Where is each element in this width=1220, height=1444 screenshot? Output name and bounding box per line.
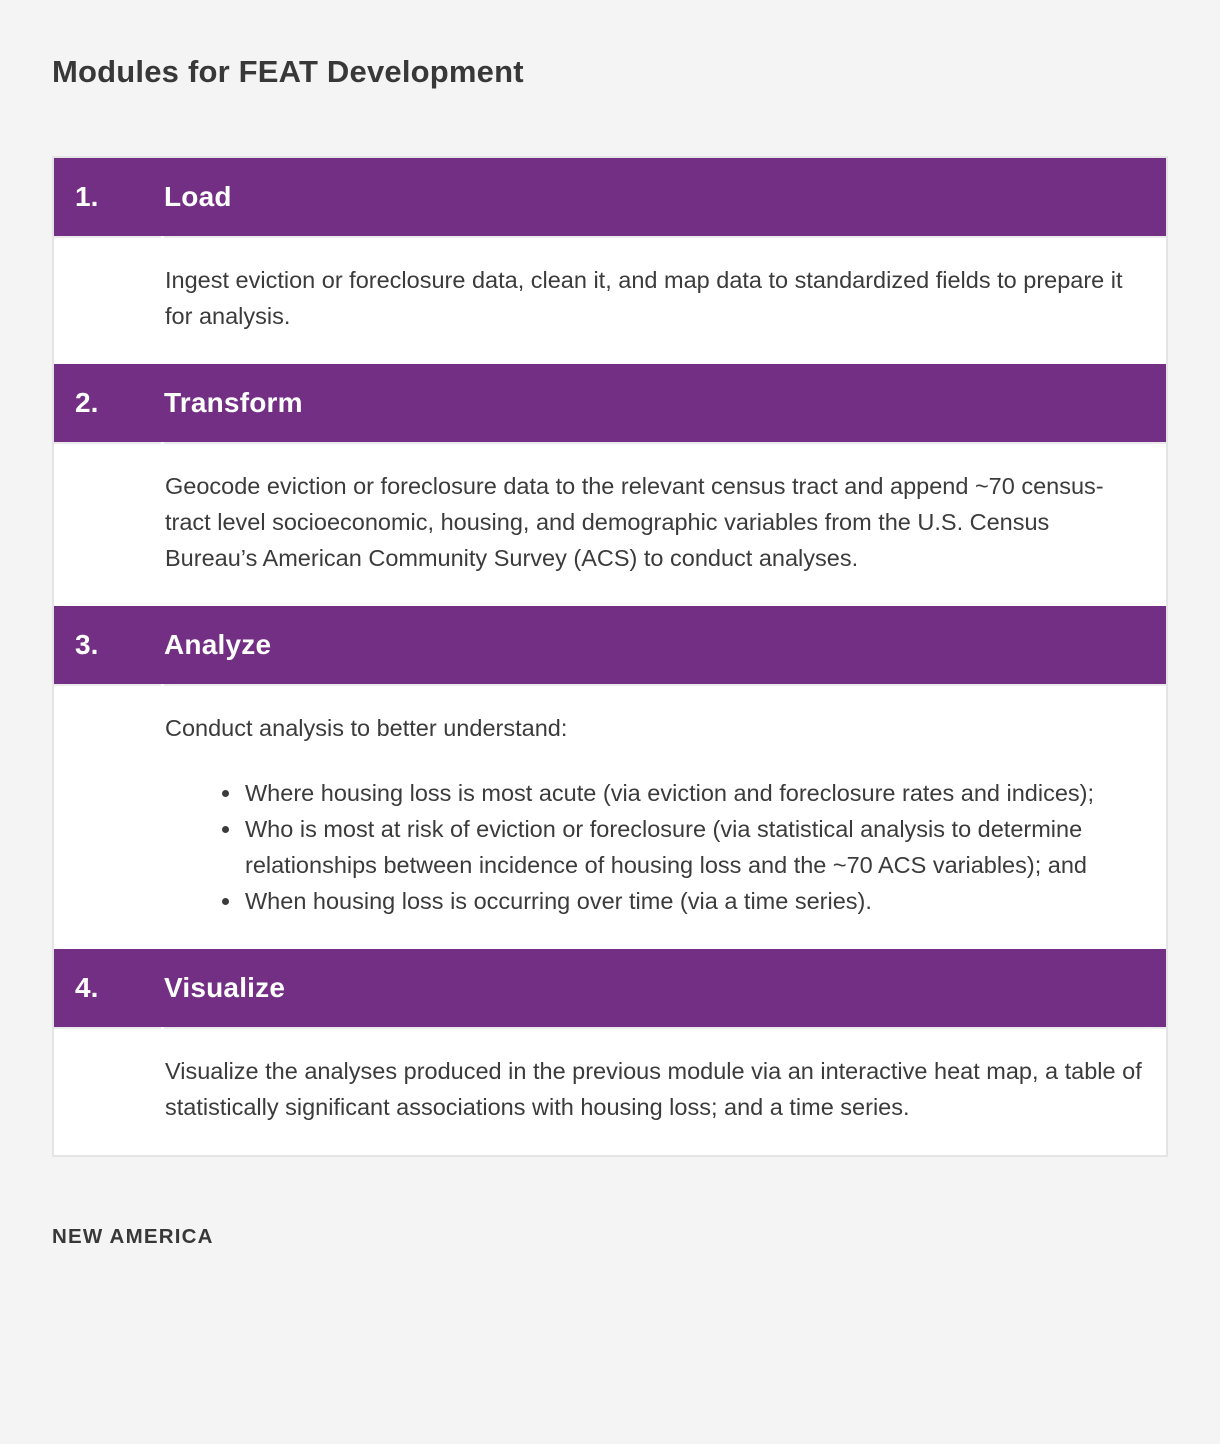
module-description-cell — [164, 236, 1166, 364]
module-title: Analyze — [164, 629, 272, 660]
number-column-spacer — [54, 684, 161, 949]
module-header-transform — [54, 364, 1166, 442]
module-description-cell — [164, 442, 1166, 606]
number-column-spacer — [54, 442, 161, 606]
page-title: Modules for FEAT Development — [52, 54, 524, 89]
module-section-transform — [54, 364, 1166, 606]
bullet-item: • Where housing loss is most acute (via eviction and foreclosure rates and indices); — [243, 775, 1144, 811]
module-description-cell — [164, 684, 1166, 949]
module-description: Geocode eviction or foreclosure data to the relevant census tract and append ~70 census-tract level socioeconomic, housing, and demographic variables from the U.S. Census Bureau’s American Community Survey (ACS) to conduct analyses. — [165, 473, 1104, 571]
module-header-visualize — [54, 949, 1166, 1027]
module-description: Visualize the analyses produced in the previous module via an interactive heat map, a table of statistically significant associations with housing loss; and a time series. — [165, 1058, 1142, 1120]
module-section-analyze — [54, 606, 1166, 949]
analyze-bullet-list — [165, 775, 1144, 919]
module-description: Conduct analysis to better understand: — [165, 715, 568, 741]
module-title: Visualize — [164, 972, 286, 1003]
module-header-load — [54, 158, 1166, 236]
module-body-load — [54, 236, 1166, 364]
module-body-analyze — [54, 684, 1166, 949]
module-title: Load — [164, 181, 232, 212]
module-section-visualize — [54, 949, 1166, 1155]
bullet-item: • Who is most at risk of eviction or foreclosure (via statistical analysis to determine relationships between incidence of housing loss and the ~70 ACS variables); and — [243, 811, 1144, 883]
module-description: Ingest eviction or foreclosure data, clean it, and map data to standardized fields to prepare it for analysis. — [165, 267, 1123, 329]
module-header-analyze — [54, 606, 1166, 684]
module-body-transform — [54, 442, 1166, 606]
module-body-visualize — [54, 1027, 1166, 1155]
module-number: 2. — [75, 387, 99, 418]
bullet-item: • When housing loss is occurring over time (via a time series). — [243, 883, 1144, 919]
number-column-spacer — [54, 236, 161, 364]
module-title: Transform — [164, 387, 303, 418]
number-column-spacer — [54, 1027, 161, 1155]
brand-footer: NEW AMERICA — [52, 1225, 214, 1248]
module-number: 3. — [75, 629, 99, 660]
module-section-load — [54, 158, 1166, 364]
module-number: 1. — [75, 181, 99, 212]
module-description-cell — [164, 1027, 1166, 1155]
modules-table — [52, 156, 1168, 1157]
module-number: 4. — [75, 972, 99, 1003]
